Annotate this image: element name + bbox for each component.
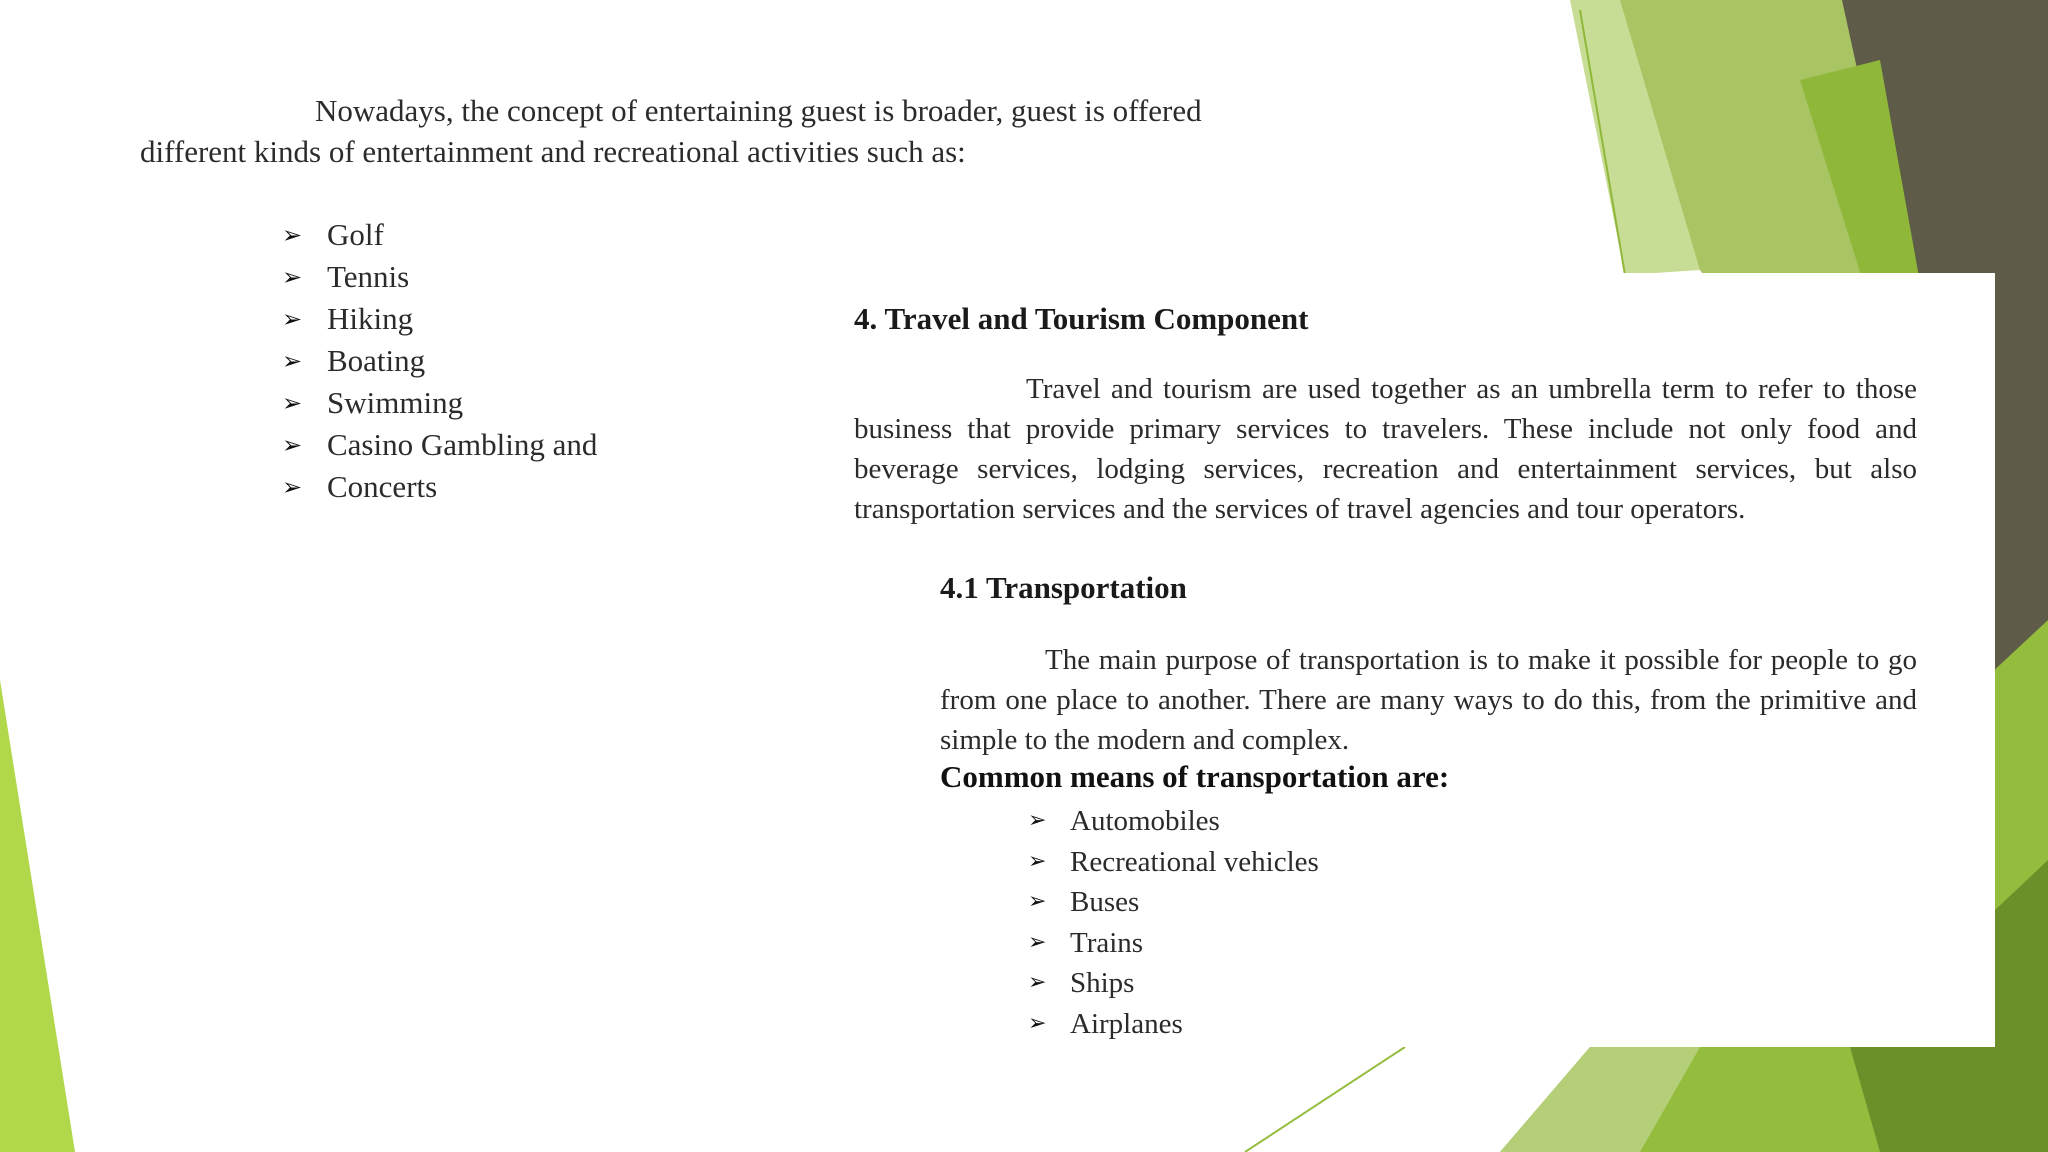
list-item: ➢ Golf [282, 214, 597, 256]
list-item: ➢ Hiking [282, 298, 597, 340]
section-4-heading: 4. Travel and Tourism Component [854, 301, 1309, 336]
list-item: ➢ Tennis [282, 256, 597, 298]
section-4-paragraph: Travel and tourism are used together as an umbrella term to refer to those business that provide primary services to travelers. These include not only food and beverage services, lodging services, recreation and entertainment services, but also transportation services and the services of travel agencies and tour operators. [854, 373, 1917, 525]
arrow-bullet-icon: ➢ [282, 347, 303, 375]
arrow-bullet-icon: ➢ [1028, 970, 1047, 995]
arrow-bullet-icon: ➢ [1028, 889, 1047, 914]
arrow-bullet-icon: ➢ [282, 221, 303, 249]
tourism-component-card [818, 273, 1995, 1047]
bottom-thin-line [1245, 1047, 1405, 1152]
intro-paragraph [140, 90, 1240, 172]
section-4-1-paragraph: The main purpose of transportation is to make it possible for people to go from one place to another. There are many ways to do this, from the primitive and simple to the modern and complex. [940, 644, 1917, 756]
transport-list-heading: Common means of transportation are: [940, 759, 1450, 794]
arrow-bullet-icon: ➢ [282, 389, 303, 417]
list-item: ➢ Concerts [282, 466, 597, 508]
transportation-list [1028, 801, 1319, 1044]
list-item: ➢ Trains [1028, 923, 1319, 964]
list-item: ➢ Automobiles [1028, 801, 1319, 842]
activities-list [282, 214, 597, 508]
arrow-bullet-icon: ➢ [1028, 808, 1047, 833]
arrow-bullet-icon: ➢ [282, 305, 303, 333]
arrow-bullet-icon: ➢ [282, 473, 303, 501]
list-item: ➢ Buses [1028, 882, 1319, 923]
intro-text: Nowadays, the concept of entertaining guest is broader, guest is offered different kinds of entertainment and recreational activities such as: [140, 93, 1202, 169]
list-item: ➢ Airplanes [1028, 1004, 1319, 1045]
section-4-1-heading: 4.1 Transportation [940, 570, 1187, 605]
arrow-bullet-icon: ➢ [282, 431, 303, 459]
list-item: ➢ Swimming [282, 382, 597, 424]
arrow-bullet-icon: ➢ [1028, 929, 1047, 955]
arrow-bullet-icon: ➢ [282, 263, 303, 291]
arrow-bullet-icon: ➢ [1028, 848, 1047, 874]
left-green-wedge [0, 680, 75, 1152]
arrow-bullet-icon: ➢ [1028, 1010, 1047, 1036]
list-item: ➢ Ships [1028, 963, 1319, 1004]
list-item: ➢ Recreational vehicles [1028, 842, 1319, 883]
list-item: ➢ Casino Gambling and [282, 424, 597, 466]
list-item: ➢ Boating [282, 340, 597, 382]
